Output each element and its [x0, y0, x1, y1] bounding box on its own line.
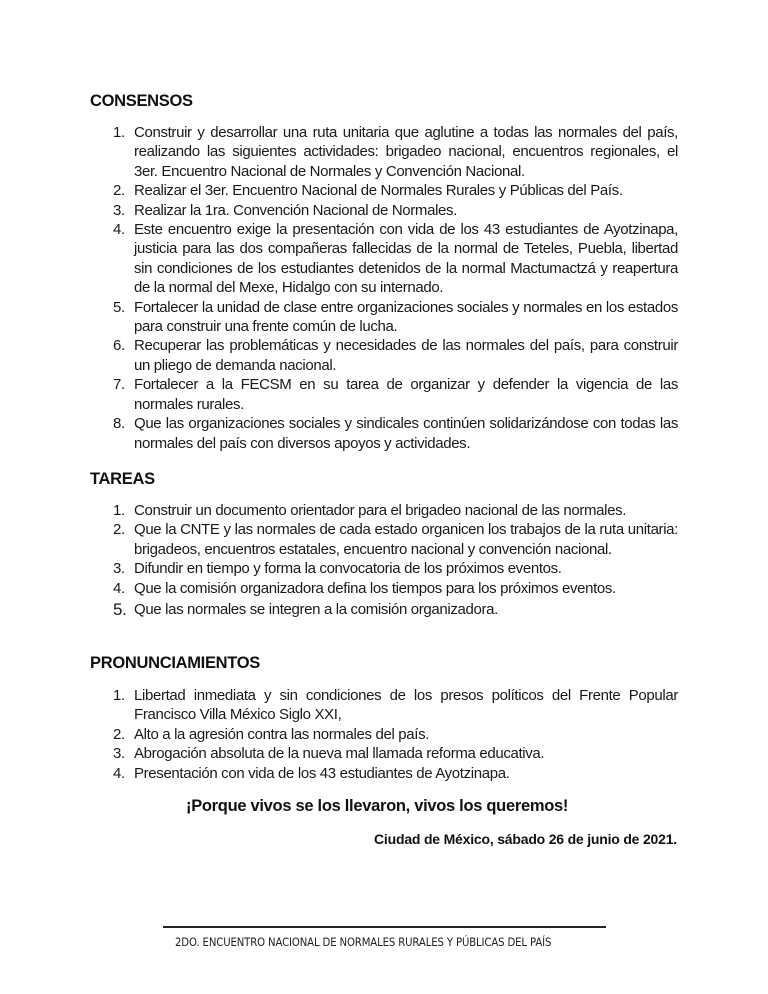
item-number: 2. [113, 521, 125, 539]
item-number: 5. [113, 600, 127, 620]
item-number: 3. [113, 201, 125, 219]
item-number: 4. [113, 221, 125, 239]
item-text: Que la CNTE y las normales de cada estado organicen los trabajos de la ruta unitaria: brigadeos, encuentros estatales, encuentro nacional y convención nacional. [134, 521, 678, 558]
tareas-list [113, 501, 678, 619]
item-text: Realizar la 1ra. Convención Nacional de Normales. [134, 201, 458, 219]
list-item [113, 414, 678, 453]
item-text: Que la comisión organizadora defina los tiempos para los próximos eventos. [134, 579, 616, 597]
list-item [113, 201, 678, 220]
item-text: Que las normales se integren a la comisión organizadora. [134, 601, 498, 619]
footer-divider [163, 926, 606, 928]
item-text: Recuperar las problemáticas y necesidades de las normales del país, para construir un pliego de demanda nacional. [134, 337, 678, 374]
item-text: Construir un documento orientador para el brigadeo nacional de las normales. [134, 502, 627, 519]
list-item [113, 725, 678, 744]
item-text: Alto a la agresión contra las normales del país. [134, 725, 430, 743]
item-text: Presentación con vida de los 43 estudiantes de Ayotzinapa. [134, 764, 510, 782]
list-item [113, 336, 678, 375]
section-title-tareas: TAREAS [90, 470, 155, 488]
item-text: Construir y desarrollar una ruta unitaria que aglutine a todas las normales del país, realizando las siguientes actividades: brigadeo nacional, encuentros regionales, el 3er. Encuentro Nacional de Normales y Convención Nacional. [134, 124, 678, 180]
slogan: ¡Porque vivos se los llevaron, vivos los queremos! [186, 797, 569, 815]
section-title-consensos: CONSENSOS [90, 92, 193, 110]
list-item [113, 501, 678, 520]
list-item [113, 123, 678, 181]
item-number: 8. [113, 415, 125, 433]
item-number: 1. [113, 124, 125, 141]
list-item [113, 181, 678, 200]
footer-text: 2DO. ENCUENTRO NACIONAL DE NORMALES RURALES Y PÚBLICAS DEL PAÍS [175, 935, 552, 949]
list-item [113, 298, 678, 337]
list-item [113, 559, 678, 578]
item-number: 2. [113, 725, 125, 743]
consensos-list [113, 123, 678, 453]
item-number: 2. [113, 182, 125, 200]
item-text: Fortalecer a la FECSM en su tarea de organizar y defender la vigencia de las normales rurales. [134, 376, 678, 413]
item-text: Este encuentro exige la presentación con vida de los 43 estudiantes de Ayotzinapa, justicia para las dos compañeras fallecidas de la normal de Teteles, Puebla, libertad sin condiciones de los estudiantes detenidos de la normal Mactumactzá y reapertura de la normal del Mexe, Hidalgo con su internado. [134, 221, 678, 297]
item-text: Que las organizaciones sociales y sindicales continúen solidarizándose con todas las normales del país con diversos apoyos y actividades. [134, 415, 678, 452]
item-number: 3. [113, 560, 125, 578]
item-number: 3. [113, 745, 125, 763]
list-item [113, 579, 678, 598]
item-number: 1. [113, 502, 125, 519]
dateline: Ciudad de México, sábado 26 de junio de 2021. [374, 831, 677, 847]
item-number: 5. [113, 298, 125, 316]
list-item [113, 220, 678, 298]
list-item [113, 764, 678, 783]
list-item [113, 375, 678, 414]
pronunciamientos-list [113, 686, 678, 783]
list-item [113, 520, 678, 559]
list-item [113, 744, 678, 763]
item-number: 7. [113, 376, 125, 394]
item-text: Abrogación absoluta de la nueva mal llamada reforma educativa. [134, 745, 545, 763]
item-text: Libertad inmediata y sin condiciones de los presos políticos del Frente Popular Francisco Villa México Siglo XXI, [134, 687, 678, 724]
item-text: Fortalecer la unidad de clase entre organizaciones sociales y normales en los estados para construir una frente común de lucha. [134, 298, 678, 336]
item-number: 1. [113, 687, 125, 704]
list-item [113, 600, 678, 619]
item-text: Difundir en tiempo y forma la convocatoria de los próximos eventos. [134, 560, 562, 578]
item-number: 4. [113, 764, 125, 782]
item-number: 4. [113, 579, 125, 597]
list-item [113, 686, 678, 725]
section-title-pronunciamientos: PRONUNCIAMIENTOS [90, 654, 260, 672]
item-number: 6. [113, 337, 125, 355]
item-text: Realizar el 3er. Encuentro Nacional de Normales Rurales y Públicas del País. [134, 182, 623, 200]
